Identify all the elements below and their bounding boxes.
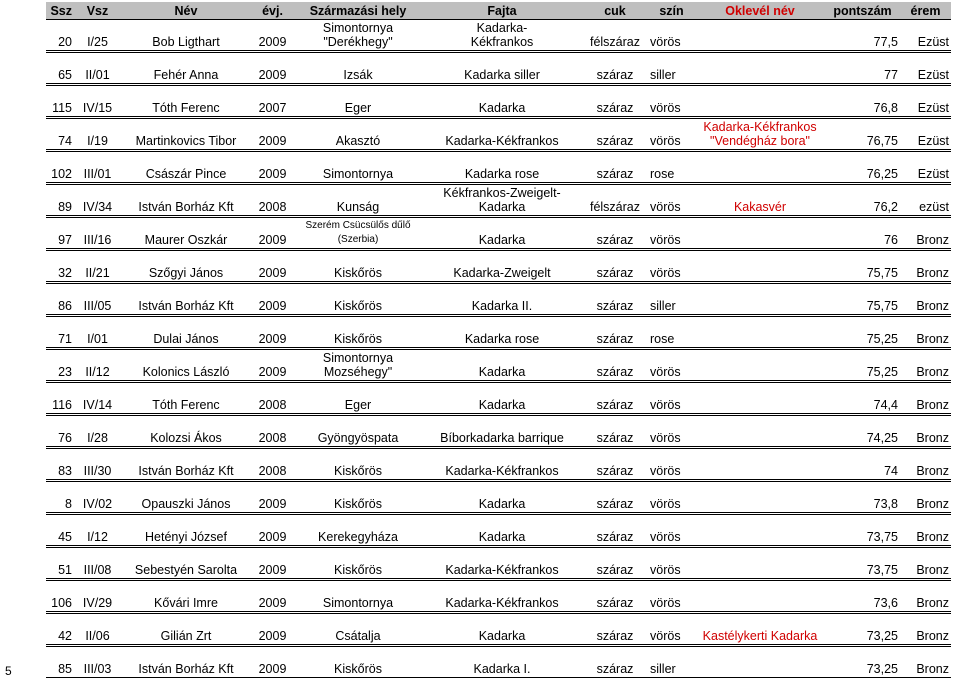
table-row: [46, 251, 951, 282]
cell-cuk: félszáraz: [582, 185, 648, 216]
cell-erem: Bronz: [900, 581, 951, 612]
cell-erem: Bronz: [900, 383, 951, 414]
cell-cuk: száraz: [582, 416, 648, 447]
cell-pont: 76,75: [825, 119, 900, 150]
cell-ssz: 65: [46, 53, 74, 84]
cell-nev: István Borház Kft: [121, 284, 251, 315]
cell-pont: 73,75: [825, 515, 900, 546]
cell-szin: vörös: [648, 86, 695, 117]
cell-fajta: Kadarka: [422, 383, 582, 414]
cell-pont: 74,4: [825, 383, 900, 414]
cell-cuk: száraz: [582, 614, 648, 645]
table-row: [46, 449, 951, 480]
cell-vsz: IV/15: [74, 86, 121, 117]
cell-evj: 2009: [251, 251, 294, 282]
cell-fajta: Kadarka II.: [422, 284, 582, 315]
header-cuk: cuk: [582, 2, 648, 20]
cell-evj: 2007: [251, 86, 294, 117]
header-szin: szín: [648, 2, 695, 20]
cell-fajta: Kadarka- Kékfrankos: [422, 20, 582, 51]
header-erem: érem: [900, 2, 951, 20]
cell-nev: Maurer Oszkár: [121, 218, 251, 249]
cell-ssz: 20: [46, 20, 74, 51]
cell-fajta: Kadarka-Kékfrankos: [422, 581, 582, 612]
cell-nev: Hetényi József: [121, 515, 251, 546]
cell-fajta: Kadarka: [422, 350, 582, 381]
cell-oklevel: [695, 416, 825, 447]
cell-vsz: I/01: [74, 317, 121, 348]
cell-szin: vörös: [648, 416, 695, 447]
cell-erem: Bronz: [900, 284, 951, 315]
cell-cuk: száraz: [582, 350, 648, 381]
table-row: [46, 284, 951, 315]
cell-erem: Bronz: [900, 548, 951, 579]
cell-ssz: 32: [46, 251, 74, 282]
cell-hely: Kiskőrös: [294, 548, 422, 579]
table-row: [46, 185, 951, 216]
cell-nev: Martinkovics Tibor: [121, 119, 251, 150]
cell-nev: Gilián Zrt: [121, 614, 251, 645]
cell-ssz: 85: [46, 647, 74, 678]
cell-hely: Kiskőrös: [294, 449, 422, 480]
cell-szin: rose: [648, 152, 695, 183]
table-row: [46, 548, 951, 579]
header-pont: pontszám: [825, 2, 900, 20]
cell-evj: 2009: [251, 20, 294, 51]
cell-cuk: száraz: [582, 53, 648, 84]
cell-vsz: II/12: [74, 350, 121, 381]
cell-vsz: IV/02: [74, 482, 121, 513]
cell-nev: Szőgyi János: [121, 251, 251, 282]
cell-cuk: száraz: [582, 119, 648, 150]
cell-vsz: III/30: [74, 449, 121, 480]
cell-vsz: I/25: [74, 20, 121, 51]
cell-evj: 2009: [251, 284, 294, 315]
cell-evj: 2009: [251, 647, 294, 678]
cell-ssz: 89: [46, 185, 74, 216]
cell-pont: 73,25: [825, 614, 900, 645]
cell-szin: vörös: [648, 515, 695, 546]
cell-oklevel: [695, 350, 825, 381]
cell-evj: 2008: [251, 383, 294, 414]
cell-pont: 76,2: [825, 185, 900, 216]
header-hely: Származási hely: [294, 2, 422, 20]
cell-fajta: Kadarka-Kékfrankos: [422, 449, 582, 480]
cell-erem: Bronz: [900, 317, 951, 348]
cell-szin: siller: [648, 53, 695, 84]
cell-hely: Kiskőrös: [294, 647, 422, 678]
cell-cuk: száraz: [582, 548, 648, 579]
cell-szin: vörös: [648, 218, 695, 249]
cell-nev: Opauszki János: [121, 482, 251, 513]
cell-ssz: 102: [46, 152, 74, 183]
cell-fajta: Kadarka: [422, 482, 582, 513]
cell-evj: 2009: [251, 119, 294, 150]
cell-szin: vörös: [648, 20, 695, 51]
cell-szin: vörös: [648, 548, 695, 579]
cell-szin: siller: [648, 284, 695, 315]
cell-erem: Bronz: [900, 449, 951, 480]
cell-vsz: III/08: [74, 548, 121, 579]
cell-hely: Simontornya Mozséhegy": [294, 350, 422, 381]
cell-hely: Kerekegyháza: [294, 515, 422, 546]
cell-oklevel: [695, 515, 825, 546]
cell-oklevel: [695, 20, 825, 51]
cell-evj: 2009: [251, 614, 294, 645]
cell-oklevel: [695, 647, 825, 678]
cell-erem: Bronz: [900, 218, 951, 249]
cell-cuk: száraz: [582, 86, 648, 117]
header-fajta: Fajta: [422, 2, 582, 20]
cell-ssz: 86: [46, 284, 74, 315]
cell-oklevel: [695, 317, 825, 348]
cell-oklevel: [695, 284, 825, 315]
cell-pont: 76: [825, 218, 900, 249]
cell-cuk: száraz: [582, 647, 648, 678]
cell-cuk: száraz: [582, 581, 648, 612]
header-nev: Név: [121, 2, 251, 20]
cell-fajta: Kadarka-Kékfrankos: [422, 548, 582, 579]
cell-pont: 77: [825, 53, 900, 84]
cell-szin: rose: [648, 317, 695, 348]
cell-erem: Bronz: [900, 614, 951, 645]
cell-erem: Ezüst: [900, 119, 951, 150]
cell-nev: Bob Ligthart: [121, 20, 251, 51]
cell-vsz: IV/29: [74, 581, 121, 612]
cell-szin: vörös: [648, 383, 695, 414]
cell-erem: Ezüst: [900, 152, 951, 183]
cell-cuk: száraz: [582, 152, 648, 183]
cell-ssz: 106: [46, 581, 74, 612]
table-row: [46, 152, 951, 183]
cell-evj: 2008: [251, 449, 294, 480]
cell-cuk: száraz: [582, 251, 648, 282]
cell-oklevel: [695, 218, 825, 249]
cell-ssz: 45: [46, 515, 74, 546]
cell-erem: Bronz: [900, 515, 951, 546]
cell-nev: Fehér Anna: [121, 53, 251, 84]
cell-fajta: Kadarka: [422, 86, 582, 117]
cell-erem: Bronz: [900, 350, 951, 381]
cell-hely: Szerém Csücsülős dűlő (Szerbia): [294, 218, 422, 249]
cell-pont: 73,25: [825, 647, 900, 678]
cell-evj: 2009: [251, 350, 294, 381]
page-number: 5: [5, 664, 12, 678]
cell-ssz: 76: [46, 416, 74, 447]
cell-vsz: II/06: [74, 614, 121, 645]
cell-fajta: Kadarka: [422, 614, 582, 645]
cell-szin: vörös: [648, 581, 695, 612]
cell-hely: Eger: [294, 86, 422, 117]
cell-szin: vörös: [648, 614, 695, 645]
cell-cuk: száraz: [582, 284, 648, 315]
cell-oklevel: [695, 152, 825, 183]
cell-nev: István Borház Kft: [121, 185, 251, 216]
cell-fajta: Kadarka-Kékfrankos: [422, 119, 582, 150]
cell-vsz: II/21: [74, 251, 121, 282]
cell-pont: 76,25: [825, 152, 900, 183]
cell-pont: 73,6: [825, 581, 900, 612]
cell-erem: ezüst: [900, 185, 951, 216]
cell-oklevel: [695, 383, 825, 414]
cell-ssz: 97: [46, 218, 74, 249]
cell-hely: Kiskőrös: [294, 251, 422, 282]
cell-vsz: IV/34: [74, 185, 121, 216]
cell-evj: 2009: [251, 482, 294, 513]
header-evj: évj.: [251, 2, 294, 20]
table-row: [46, 614, 951, 645]
cell-pont: 73,8: [825, 482, 900, 513]
cell-vsz: IV/14: [74, 383, 121, 414]
cell-oklevel: [695, 581, 825, 612]
cell-szin: vörös: [648, 350, 695, 381]
table-row: [46, 86, 951, 117]
cell-hely: Kunság: [294, 185, 422, 216]
cell-cuk: száraz: [582, 218, 648, 249]
cell-fajta: Kadarka rose: [422, 152, 582, 183]
cell-hely: Kiskőrös: [294, 317, 422, 348]
cell-erem: Bronz: [900, 647, 951, 678]
cell-cuk: száraz: [582, 515, 648, 546]
cell-oklevel: [695, 482, 825, 513]
header-oklevel: Oklevél név: [695, 2, 825, 20]
cell-nev: Kolozsi Ákos: [121, 416, 251, 447]
table-row: [46, 383, 951, 414]
cell-ssz: 51: [46, 548, 74, 579]
cell-vsz: III/01: [74, 152, 121, 183]
table-row: [46, 218, 951, 249]
cell-nev: Tóth Ferenc: [121, 86, 251, 117]
table-row: [46, 20, 951, 51]
cell-erem: Ezüst: [900, 20, 951, 51]
cell-evj: 2009: [251, 581, 294, 612]
cell-fajta: Kadarka-Zweigelt: [422, 251, 582, 282]
cell-vsz: III/05: [74, 284, 121, 315]
cell-oklevel: [695, 449, 825, 480]
cell-vsz: III/03: [74, 647, 121, 678]
cell-ssz: 115: [46, 86, 74, 117]
cell-hely: Simontornya "Derékhegy": [294, 20, 422, 51]
cell-ssz: 74: [46, 119, 74, 150]
cell-evj: 2009: [251, 548, 294, 579]
cell-nev: István Borház Kft: [121, 647, 251, 678]
cell-vsz: II/01: [74, 53, 121, 84]
cell-fajta: Kékfrankos-Zweigelt- Kadarka: [422, 185, 582, 216]
cell-ssz: 116: [46, 383, 74, 414]
cell-hely: Csátalja: [294, 614, 422, 645]
cell-szin: vörös: [648, 185, 695, 216]
cell-hely: Gyöngyöspata: [294, 416, 422, 447]
cell-fajta: Kadarka: [422, 218, 582, 249]
cell-pont: 75,75: [825, 284, 900, 315]
cell-evj: 2008: [251, 185, 294, 216]
cell-fajta: Kadarka siller: [422, 53, 582, 84]
cell-pont: 75,25: [825, 317, 900, 348]
table-row: [46, 482, 951, 513]
cell-erem: Bronz: [900, 251, 951, 282]
cell-fajta: Kadarka rose: [422, 317, 582, 348]
cell-ssz: 42: [46, 614, 74, 645]
table-row: [46, 416, 951, 447]
cell-erem: Ezüst: [900, 86, 951, 117]
cell-szin: vörös: [648, 119, 695, 150]
cell-cuk: száraz: [582, 482, 648, 513]
cell-nev: Kolonics László: [121, 350, 251, 381]
cell-hely: Kiskőrös: [294, 284, 422, 315]
table-header: [46, 2, 951, 20]
cell-pont: 75,25: [825, 350, 900, 381]
cell-pont: 76,8: [825, 86, 900, 117]
cell-oklevel: Kakasvér: [695, 185, 825, 216]
cell-erem: Ezüst: [900, 53, 951, 84]
cell-nev: Császár Pince: [121, 152, 251, 183]
cell-evj: 2009: [251, 53, 294, 84]
cell-hely: Simontornya: [294, 581, 422, 612]
cell-nev: Tóth Ferenc: [121, 383, 251, 414]
cell-hely: Akasztó: [294, 119, 422, 150]
cell-oklevel: [695, 53, 825, 84]
table-row: [46, 581, 951, 612]
cell-pont: 74: [825, 449, 900, 480]
table-row: [46, 515, 951, 546]
cell-nev: István Borház Kft: [121, 449, 251, 480]
results-table: [46, 2, 951, 678]
cell-vsz: I/12: [74, 515, 121, 546]
cell-cuk: száraz: [582, 383, 648, 414]
cell-ssz: 23: [46, 350, 74, 381]
header-row: [46, 2, 951, 20]
table-row: [46, 53, 951, 84]
cell-evj: 2009: [251, 515, 294, 546]
table-row: [46, 317, 951, 348]
header-ssz: Ssz: [46, 2, 74, 20]
cell-hely: Eger: [294, 383, 422, 414]
cell-szin: siller: [648, 647, 695, 678]
cell-pont: 74,25: [825, 416, 900, 447]
cell-oklevel: [695, 548, 825, 579]
cell-oklevel: [695, 86, 825, 117]
cell-evj: 2008: [251, 416, 294, 447]
cell-erem: Bronz: [900, 416, 951, 447]
cell-oklevel: Kastélykerti Kadarka: [695, 614, 825, 645]
table-row: [46, 350, 951, 381]
table-row: [46, 119, 951, 150]
cell-ssz: 8: [46, 482, 74, 513]
cell-hely: Kiskőrös: [294, 482, 422, 513]
cell-pont: 77,5: [825, 20, 900, 51]
cell-pont: 75,75: [825, 251, 900, 282]
cell-nev: Sebestyén Sarolta: [121, 548, 251, 579]
cell-evj: 2009: [251, 218, 294, 249]
cell-evj: 2009: [251, 317, 294, 348]
header-vsz: Vsz: [74, 2, 121, 20]
cell-szin: vörös: [648, 251, 695, 282]
cell-szin: vörös: [648, 449, 695, 480]
cell-ssz: 83: [46, 449, 74, 480]
cell-erem: Bronz: [900, 482, 951, 513]
table-body: [46, 20, 951, 678]
cell-oklevel: Kadarka-Kékfrankos "Vendégház bora": [695, 119, 825, 150]
cell-vsz: I/19: [74, 119, 121, 150]
cell-hely: Izsák: [294, 53, 422, 84]
cell-hely: Simontornya: [294, 152, 422, 183]
cell-pont: 73,75: [825, 548, 900, 579]
cell-fajta: Kadarka I.: [422, 647, 582, 678]
table-row: [46, 647, 951, 678]
cell-evj: 2009: [251, 152, 294, 183]
cell-nev: Dulai János: [121, 317, 251, 348]
cell-szin: vörös: [648, 482, 695, 513]
cell-vsz: III/16: [74, 218, 121, 249]
cell-ssz: 71: [46, 317, 74, 348]
cell-vsz: I/28: [74, 416, 121, 447]
cell-nev: Kővári Imre: [121, 581, 251, 612]
cell-cuk: száraz: [582, 449, 648, 480]
cell-fajta: Bíborkadarka barrique: [422, 416, 582, 447]
cell-oklevel: [695, 251, 825, 282]
cell-cuk: száraz: [582, 317, 648, 348]
cell-fajta: Kadarka: [422, 515, 582, 546]
cell-cuk: félszáraz: [582, 20, 648, 51]
